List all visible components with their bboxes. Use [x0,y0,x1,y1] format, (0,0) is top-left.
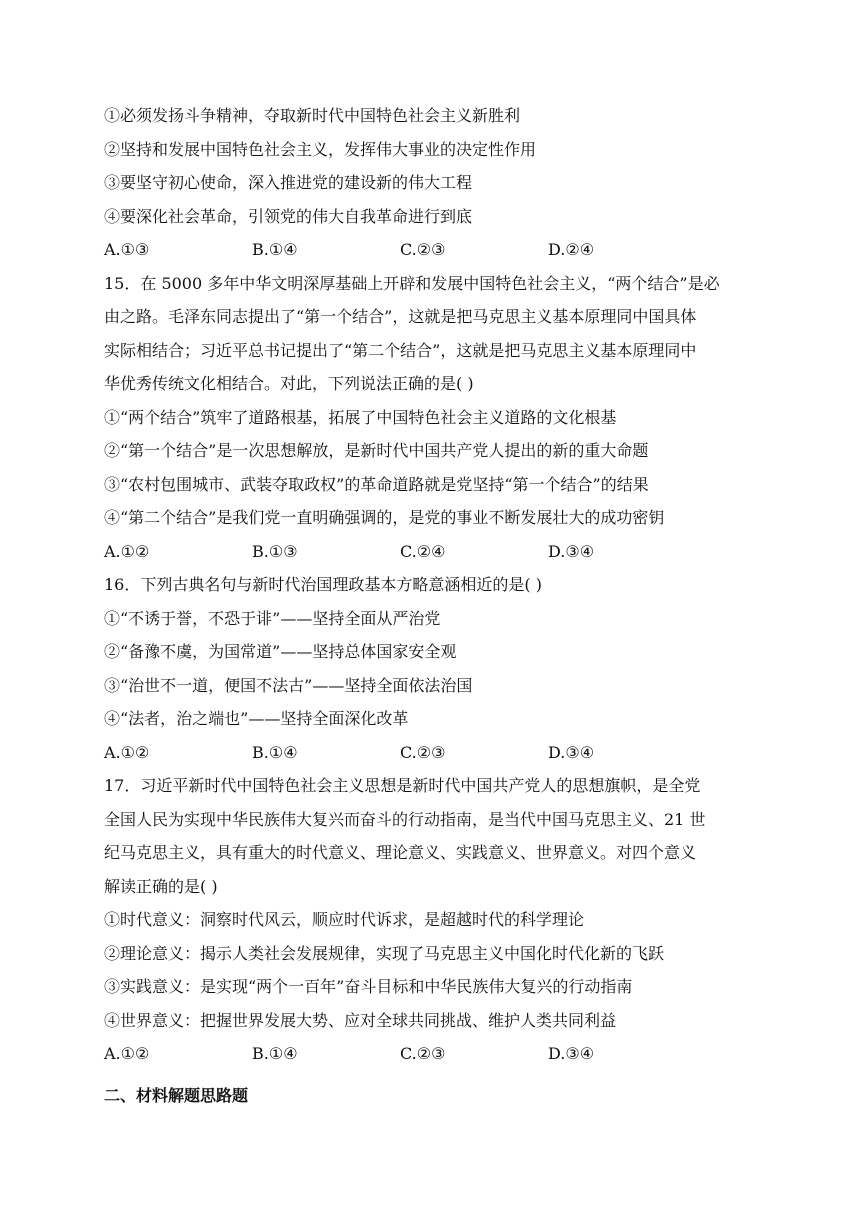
statement: ④“法者，治之端也”——坚持全面深化改革 [104,709,409,728]
option-d: D.②④ [548,240,595,259]
statement: ②“备豫不虞，为国常道”——坚持总体国家安全观 [104,642,457,661]
option-b: B.①④ [252,1044,298,1063]
statement: ①必须发扬斗争精神，夺取新时代中国特色社会主义新胜利 [104,106,521,125]
statement: ③实践意义：是实现“两个一百年”奋斗目标和中华民族伟大复兴的行动指南 [104,977,633,996]
question-stem-line: 由之路。毛泽东同志提出了“第一个结合”，这就是把马克思主义基本原理同中国具体 [104,307,697,326]
question-stem-line: 16．下列古典名句与新时代治国理政基本方略意涵相近的是( ) [104,575,542,594]
statement: ①时代意义：洞察时代风云，顺应时代诉求，是超越时代的科学理论 [104,910,585,929]
statement: ①“不诱于誉，不恐于诽”——坚持全面从严治党 [104,608,441,628]
option-a: A.①③ [104,240,150,259]
statement: ④要深化社会革命，引领党的伟大自我革命进行到底 [104,206,473,226]
answer-options [104,535,764,569]
statement: ②理论意义：揭示人类社会发展规律，实现了马克思主义中国化时代化新的飞跃 [104,943,665,963]
statement: ②坚持和发展中国特色社会主义，发挥伟大事业的决定性作用 [104,139,537,159]
option-c: C.②③ [400,742,446,762]
statement: ③要坚守初心使命，深入推进党的建设新的伟大工程 [104,173,473,192]
option-a: A.①② [104,1044,150,1063]
option-d: D.③④ [548,1044,595,1063]
page-content [104,99,764,1112]
question-stem-line: 纪马克思主义，具有重大的时代意义、理论意义、实践意义、世界意义。对四个意义 [104,843,697,862]
option-a: A.①② [104,541,150,561]
statement: ④世界意义：把握世界发展大势、应对全球共同挑战、维护人类共同利益 [104,1010,617,1030]
statement: ③“农村包围城市、武装夺取政权”的革命道路就是党坚持“第一个结合”的结果 [104,474,649,494]
option-c: C.②③ [400,240,446,259]
option-c: C.②④ [400,541,446,561]
option-b: B.①④ [252,240,298,259]
question-stem-line: 解读正确的是( ) [104,876,218,896]
statement: ①“两个结合”筑牢了道路根基，拓展了中国特色社会主义道路的文化根基 [104,407,617,427]
option-d: D.③④ [548,541,595,561]
option-b: B.①③ [252,541,298,561]
question-15 [104,267,764,569]
option-c: C.②③ [400,1044,446,1063]
question-stem-line: 实际相结合；习近平总书记提出了“第二个结合”，这就是把马克思主义基本原理同中 [104,340,697,360]
answer-options [104,1037,764,1071]
option-d: D.③④ [548,742,595,762]
option-a: A.①② [104,742,150,762]
question-17 [104,769,764,1071]
question-stem-line: 17．习近平新时代中国特色社会主义思想是新时代中国共产党人的思想旗帜，是全党 [104,776,701,795]
section-heading: 二、材料解题思路题 [104,1085,249,1105]
statement: ②“第一个结合”是一次思想解放，是新时代中国共产党人提出的新的重大命题 [104,441,649,460]
question-14 [104,99,764,267]
option-b: B.①④ [252,742,298,762]
question-16 [104,568,764,769]
answer-options [104,736,764,770]
statement: ④“第二个结合”是我们党一直明确强调的，是党的事业不断发展壮大的成功密钥 [104,508,665,527]
question-stem-line: 全国人民为实现中华民族伟大复兴而奋斗的行动指南，是当代中国马克思主义、21 世 [104,809,706,829]
answer-options [104,233,764,267]
question-stem-line: 华优秀传统文化相结合。对此，下列说法正确的是( ) [104,374,474,393]
question-stem-line: 15．在 5000 多年中华文明深厚基础上开辟和发展中国特色社会主义，“两个结合”是必 [104,273,720,293]
statement: ③“治世不一道，便国不法古”——坚持全面依法治国 [104,675,473,695]
